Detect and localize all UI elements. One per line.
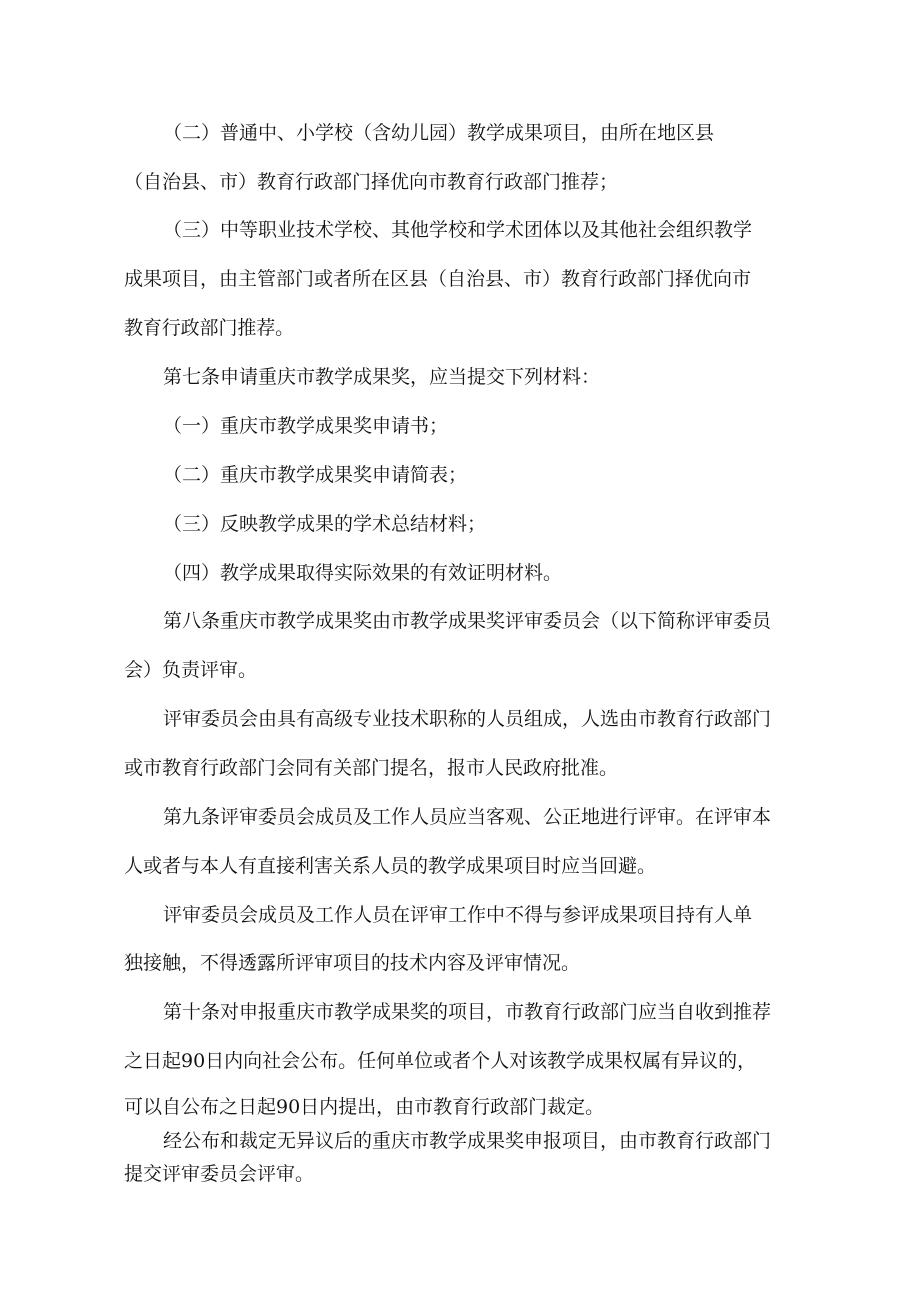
text-line: （二）重庆市教学成果奖申请简表； (163, 464, 468, 486)
text-line: 会）负责评审。 (124, 659, 258, 681)
text-line: 经公布和裁定无异议后的重庆市教学成果奖申报项目，由市教育行政部门 (163, 1130, 772, 1152)
text-line: 成果项目，由主管部门或者所在区县（自治县、市）教育行政部门择优向市 (124, 268, 752, 290)
text-line: （二）普通中、小学校（含幼儿园）教学成果项目，由所在地区县 (163, 122, 715, 144)
text-line: 独接触，不得透露所评审项目的技术内容及评审情况。 (124, 952, 581, 974)
text-line: （四）教学成果取得实际效果的有效证明材料。 (163, 562, 563, 584)
text-line: 第七条申请重庆市教学成果奖，应当提交下列材料： (163, 366, 601, 388)
text-line: 提交评审委员会评审。 (124, 1163, 315, 1185)
text-line: （三）反映教学成果的学术总结材料； (163, 513, 487, 535)
text-line: （三）中等职业技术学校、其他学校和学术团体以及其他社会组织教学 (163, 219, 753, 241)
text-line: （自治县、市）教育行政部门择优向市教育行政部门推荐； (124, 171, 619, 193)
text-line: 评审委员会由具有高级专业技术职称的人员组成，人选由市教育行政部门 (163, 708, 772, 730)
text-line: 第九条评审委员会成员及工作人员应当客观、公正地进行评审。在评审本 (163, 806, 772, 828)
text-line: 或市教育行政部门会同有关部门提名，报市人民政府批准。 (124, 757, 619, 779)
text-line: 评审委员会成员及工作人员在评审工作中不得与参评成果项目持有人单 (163, 904, 753, 926)
text-line: （一）重庆市教学成果奖申请书； (163, 415, 449, 437)
text-line: 之日起90日内向社会公布。任何单位或者个人对该教学成果权属有异议的， (124, 1050, 757, 1072)
text-line: 第八条重庆市教学成果奖由市教学成果奖评审委员会（以下简称评审委员 (163, 610, 772, 632)
text-line: 人或者与本人有直接利害关系人员的教学成果项目时应当回避。 (124, 855, 657, 877)
text-line: 可以自公布之日起90日内提出，由市教育行政部门裁定。 (124, 1096, 605, 1118)
text-line: 第十条对申报重庆市教学成果奖的项目，市教育行政部门应当自收到推荐 (163, 1001, 772, 1023)
text-line: 教育行政部门推荐。 (124, 317, 295, 339)
